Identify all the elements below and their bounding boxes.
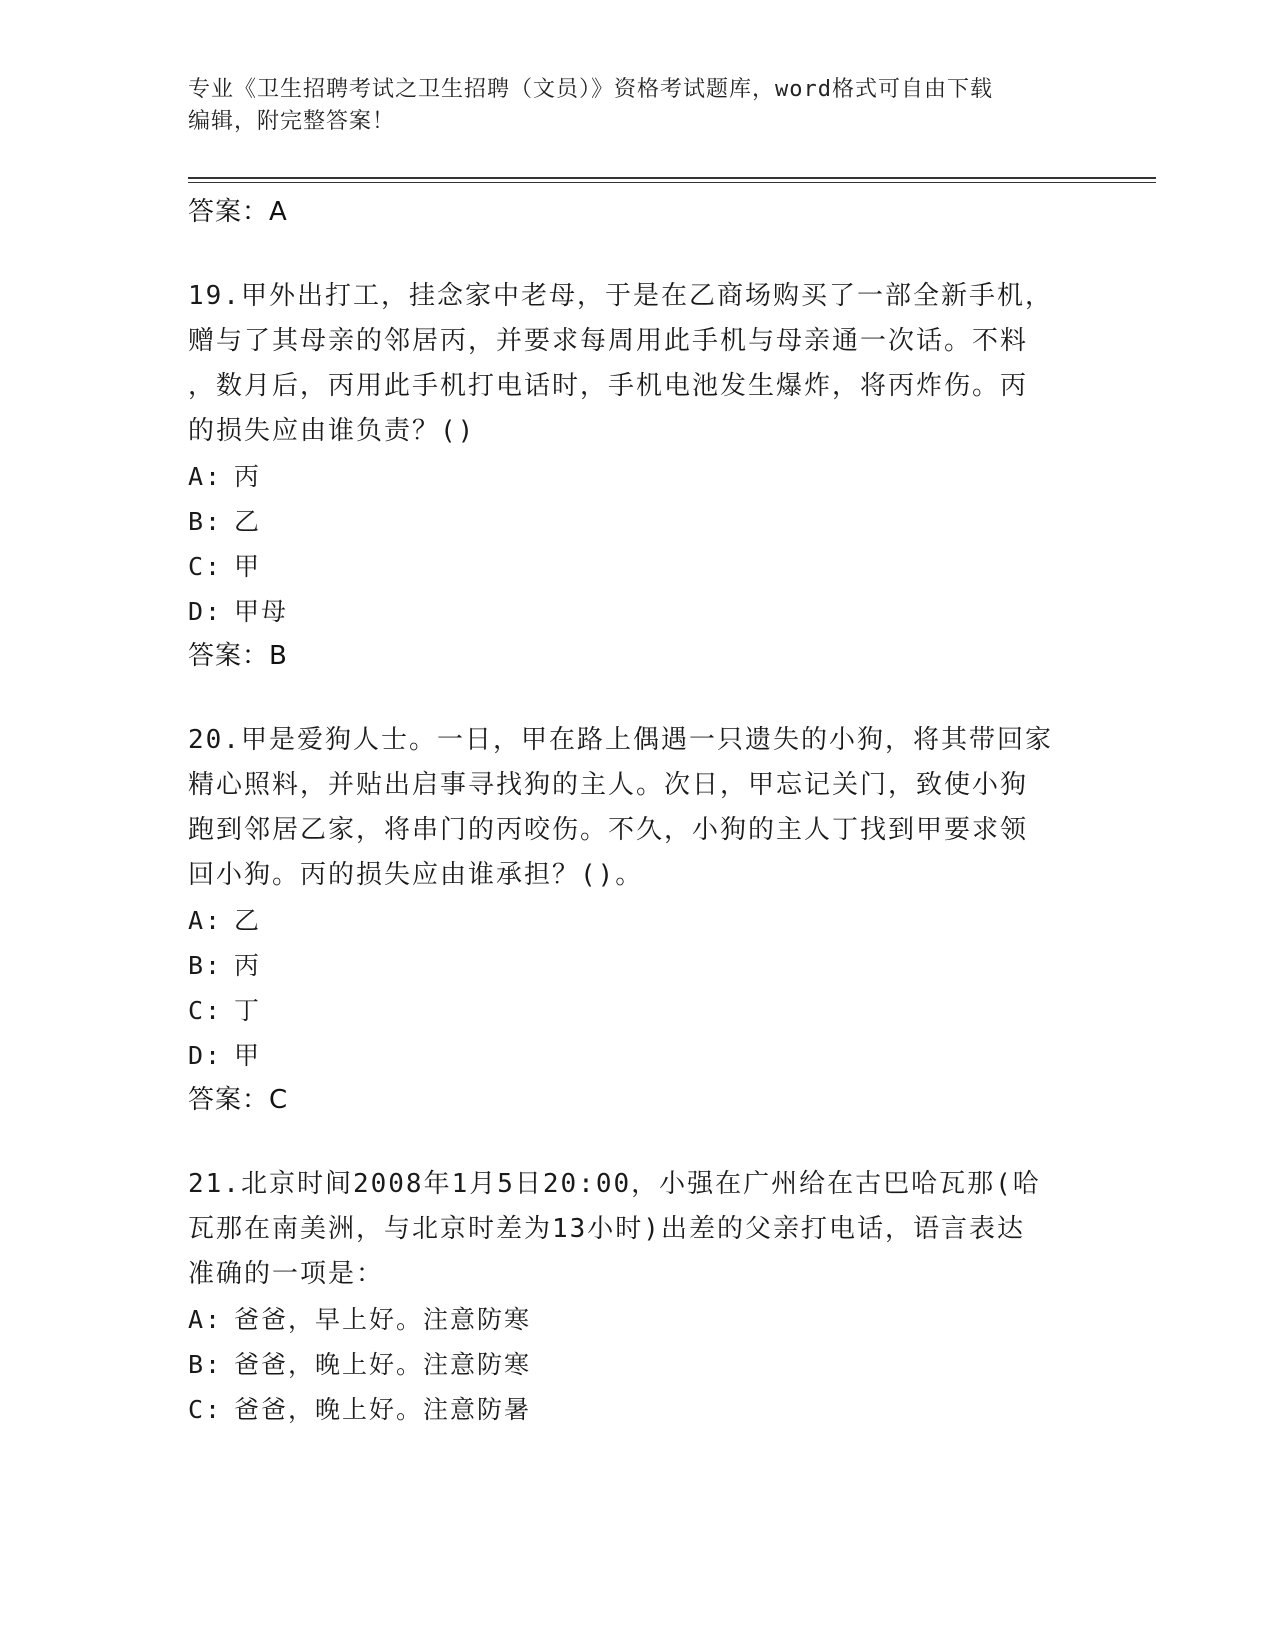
spacer	[188, 678, 1088, 718]
option-letter: B:	[188, 507, 223, 536]
option-text: 乙	[234, 507, 262, 536]
option-letter: A:	[188, 906, 223, 935]
option-a	[188, 898, 1088, 943]
option-letter: B:	[188, 1350, 223, 1379]
question-line: 回小狗。丙的损失应由谁承担？()。	[188, 860, 644, 890]
answer-20: 答案：C	[188, 1085, 289, 1115]
option-letter: A:	[188, 1305, 223, 1334]
page-header	[188, 74, 1088, 138]
option-text: 乙	[234, 906, 262, 935]
question-line: 19.甲外出打工，挂念家中老母，于是在乙商场购买了一部全新手机，	[188, 281, 1053, 311]
option-a	[188, 1297, 1088, 1342]
option-text: 甲	[234, 552, 262, 581]
question-line: 20.甲是爱狗人士。一日，甲在路上偶遇一只遗失的小狗，将其带回家	[188, 725, 1053, 755]
question-line: 精心照料，并贴出启事寻找狗的主人。次日，甲忘记关门，致使小狗	[188, 770, 1029, 800]
option-letter: C:	[188, 996, 223, 1025]
answer-19: 答案：B	[188, 641, 288, 671]
option-text: 爸爸，早上好。注意防寒	[234, 1305, 532, 1334]
option-letter: C:	[188, 1395, 223, 1424]
question-text	[188, 274, 1088, 454]
question-line: 瓦那在南美洲，与北京时差为13小时)出差的父亲打电话，语言表达	[188, 1214, 1025, 1244]
question-text	[188, 1162, 1088, 1297]
question-line: 跑到邻居乙家，将串门的丙咬伤。不久，小狗的主人丁找到甲要求领	[188, 815, 1029, 845]
question-line: 赠与了其母亲的邻居丙，并要求每周用此手机与母亲通一次话。不料	[188, 326, 1029, 356]
option-text: 甲	[234, 1041, 262, 1070]
option-b	[188, 499, 1088, 544]
option-a	[188, 454, 1088, 499]
question-line: 的损失应由谁负责？()	[188, 416, 476, 446]
previous-answer: 答案：A	[188, 197, 288, 227]
option-text: 甲母	[234, 597, 289, 626]
spacer	[188, 1122, 1088, 1162]
option-c	[188, 988, 1088, 1033]
option-text: 丁	[234, 996, 262, 1025]
option-b	[188, 943, 1088, 988]
option-text: 爸爸，晚上好。注意防暑	[234, 1395, 532, 1424]
header-divider-thin	[188, 182, 1156, 183]
option-text: 爸爸，晚上好。注意防寒	[234, 1350, 532, 1379]
question-21	[188, 1162, 1088, 1432]
option-letter: A:	[188, 462, 223, 491]
question-line: 21.北京时间2008年1月5日20:00，小强在广州给在古巴哈瓦那(哈	[188, 1169, 1041, 1199]
option-letter: D:	[188, 597, 223, 626]
header-divider-thick	[188, 177, 1156, 179]
question-line: ，数月后，丙用此手机打电话时，手机电池发生爆炸，将丙炸伤。丙	[188, 371, 1029, 401]
question-list	[188, 190, 1088, 1432]
question-line: 准确的一项是：	[188, 1259, 385, 1289]
question-20	[188, 718, 1088, 1122]
option-c	[188, 544, 1088, 589]
option-text: 丙	[234, 462, 262, 491]
option-b	[188, 1342, 1088, 1387]
header-line-2: 编辑，附完整答案！	[188, 109, 396, 134]
option-d	[188, 589, 1088, 634]
option-letter: C:	[188, 552, 223, 581]
question-text	[188, 718, 1088, 898]
header-line-1: 专业《卫生招聘考试之卫生招聘（文员）》资格考试题库，word格式可自由下载	[188, 77, 993, 102]
option-letter: B:	[188, 951, 223, 980]
question-19	[188, 274, 1088, 678]
option-d	[188, 1033, 1088, 1078]
option-c	[188, 1387, 1088, 1432]
option-text: 丙	[234, 951, 262, 980]
option-letter: D:	[188, 1041, 223, 1070]
